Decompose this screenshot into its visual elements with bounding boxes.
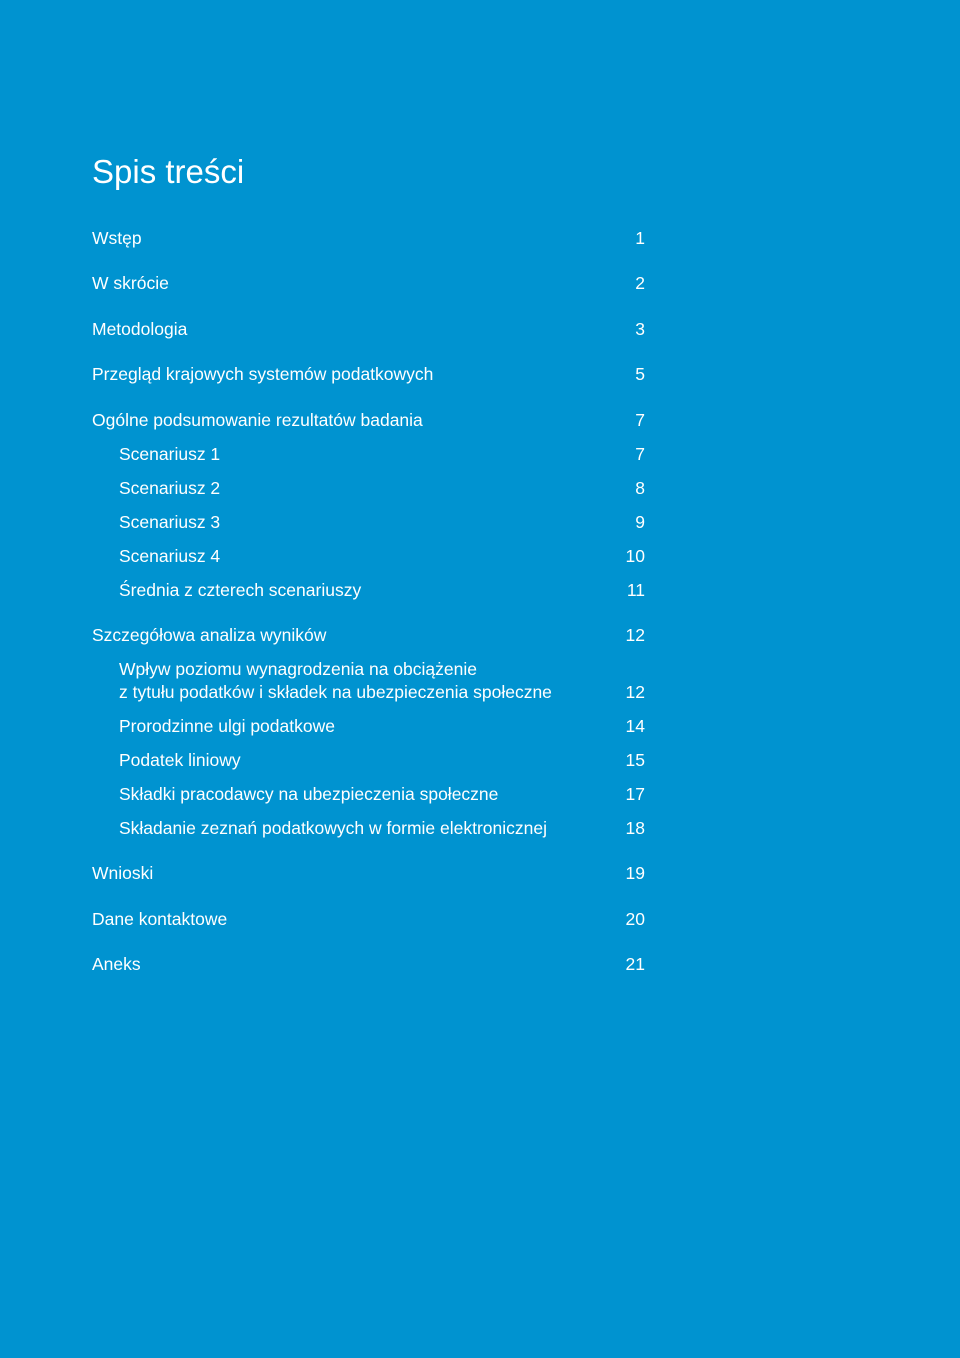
toc-entry	[92, 624, 645, 647]
toc-entry-page: 20	[625, 909, 645, 929]
toc-entry-label: Ogólne podsumowanie rezultatów badania	[92, 410, 423, 430]
toc-subentry	[119, 658, 645, 704]
toc-entry-label: Przegląd krajowych systemów podatkowych	[92, 364, 434, 384]
toc-entry-label: Składanie zeznań podatkowych w formie elektronicznej	[119, 818, 548, 838]
toc-entry-page: 3	[635, 319, 645, 339]
toc-entry-label: Aneks	[92, 954, 141, 974]
toc-entry-page: 1	[635, 228, 645, 248]
toc-entry-page: 7	[635, 444, 645, 464]
toc-entry-label-line1: Wpływ poziomu wynagrodzenia na obciążenie	[119, 659, 477, 679]
toc-entry-page: 11	[626, 580, 645, 600]
toc-subentry	[119, 511, 645, 534]
toc-entry	[92, 318, 645, 341]
toc-entry-label-line2: z tytułu podatków i składek na ubezpieczenia społeczne	[119, 682, 552, 702]
toc-entry	[92, 227, 645, 250]
toc-entry-page: 15	[625, 750, 645, 770]
toc-entry-page: 10	[625, 546, 645, 566]
toc-subentry	[119, 443, 645, 466]
toc-entry-page: 9	[635, 512, 645, 532]
toc-entry-label: Wstęp	[92, 228, 142, 248]
toc-entry	[92, 862, 645, 885]
toc-entry-page: 7	[635, 410, 645, 430]
toc-entry-page: 18	[625, 818, 645, 838]
toc-entry-page: 2	[635, 273, 645, 293]
toc-entry	[92, 908, 645, 931]
toc-entry-page: 19	[625, 863, 645, 883]
toc-entry-page: 5	[635, 364, 645, 384]
toc-entry-label: Dane kontaktowe	[92, 909, 228, 929]
toc-entry-page: 12	[625, 682, 645, 702]
toc-entry-label: Metodologia	[92, 319, 188, 339]
toc-entry-label: Scenariusz 4	[119, 546, 221, 566]
toc-entry-page: 17	[625, 784, 645, 804]
toc-entry	[92, 272, 645, 295]
toc-entry-label: Średnia z czterech scenariuszy	[119, 580, 362, 600]
toc-entry-label: Szczegółowa analiza wyników	[92, 625, 327, 645]
toc-entry-page: 12	[625, 625, 645, 645]
toc-entry	[92, 409, 645, 432]
toc-entry-page: 21	[625, 954, 645, 974]
toc-entry	[92, 363, 645, 386]
toc-entry-page: 14	[625, 716, 645, 736]
toc-subentry	[119, 817, 645, 840]
toc-subentry	[119, 579, 645, 602]
toc-entry-label: Prorodzinne ulgi podatkowe	[119, 716, 335, 736]
toc-entry-label: Scenariusz 2	[119, 478, 221, 498]
toc-subentry	[119, 783, 645, 806]
toc-entry-label: Scenariusz 1	[119, 444, 221, 464]
toc-subentry	[119, 715, 645, 738]
toc-entry-label: Scenariusz 3	[119, 512, 221, 532]
toc-entry	[92, 953, 645, 976]
page-title: Spis treści	[92, 153, 245, 190]
toc-subentry	[119, 545, 645, 568]
toc-subentry	[119, 749, 645, 772]
toc-entry-label: Składki pracodawcy na ubezpieczenia społeczne	[119, 784, 499, 804]
toc-entry-label: Wnioski	[92, 863, 154, 883]
toc-entry-page: 8	[635, 478, 645, 498]
toc-subentry	[119, 477, 645, 500]
toc-entry-label: Podatek liniowy	[119, 750, 241, 770]
toc-entry-label: W skrócie	[92, 273, 169, 293]
